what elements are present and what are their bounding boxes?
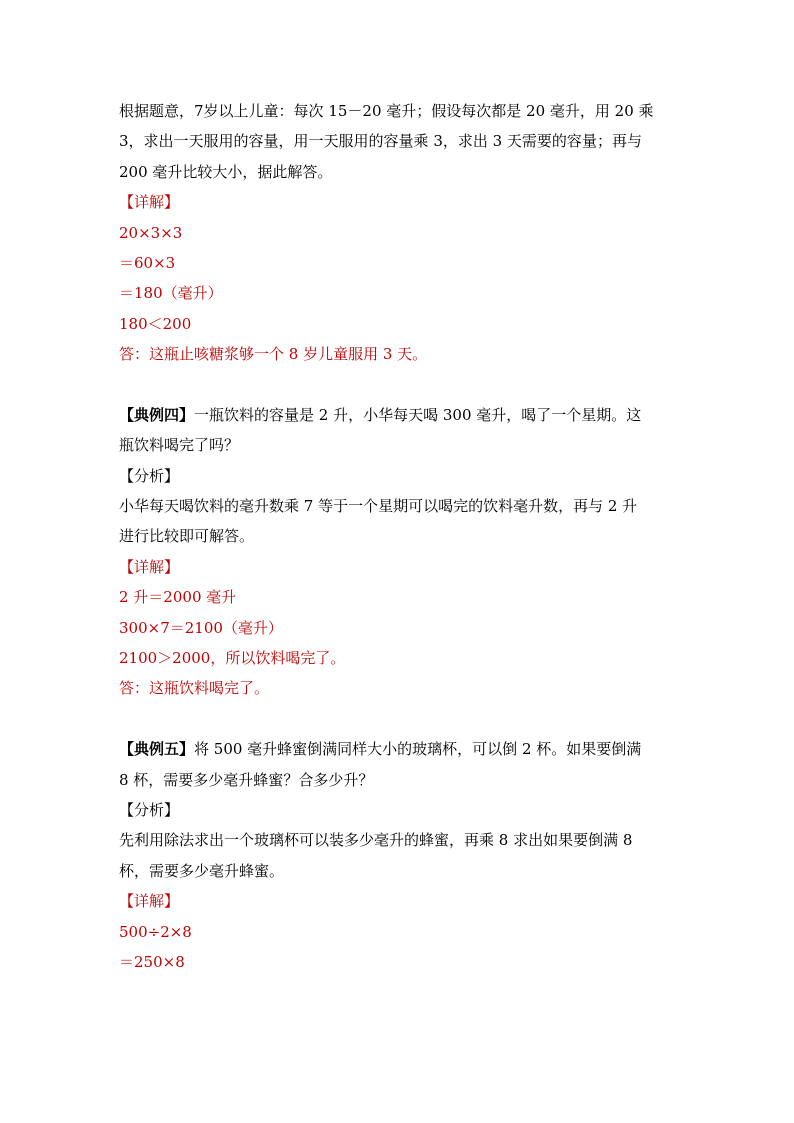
analysis-line: 先利用除法求出一个玻璃杯可以装多少毫升的蜂蜜，再乘 8 求出如果要倒满 8 [119,831,633,850]
question-text: 一瓶饮料的容量是 2 升，小华每天喝 300 毫升，喝了一个星期。这 [194,405,642,424]
spacer [119,704,679,734]
analysis-heading: 【分析】 [119,800,180,819]
answer-line: 答：这瓶饮料喝完了。 [119,679,270,698]
question-text: 瓶饮料喝完了吗？ [119,436,240,455]
analysis-line: 杯，需要多少毫升蜂蜜。 [119,861,285,880]
example-question [119,734,679,764]
detail-line: ＝250×8 [119,952,185,971]
detail-heading: 【详解】 [119,193,180,212]
detail-heading: 【详解】 [119,557,180,576]
analysis-line: 小华每天喝饮料的毫升数乘 7 等于一个星期可以喝完的饮料毫升数，再与 2 升 [119,497,638,516]
question-text: 8 杯，需要多少毫升蜂蜜？合多少升？ [119,770,374,789]
analysis-line: 3，求出一天服用的容量，用一天服用的容量乘 3，求出 3 天需要的容量；再与 [119,132,642,151]
example-label: 【典例四】 [119,405,195,424]
detail-line: ＝60×3 [119,253,176,272]
detail-line: 500÷2×8 [119,922,192,941]
detail-line: ＝180（毫升） [119,284,223,303]
analysis-line: 200 毫升比较大小，据此解答。 [119,162,333,181]
detail-heading: 【详解】 [119,892,180,911]
detail-line: 2100＞2000，所以饮料喝完了。 [119,649,346,668]
answer-line: 答：这瓶止咳糖浆够一个 8 岁儿童服用 3 天。 [119,345,428,364]
detail-line: 20×3×3 [119,223,183,242]
analysis-heading: 【分析】 [119,466,180,485]
example-question [119,400,679,430]
detail-line: 180＜200 [119,314,192,333]
analysis-line: 进行比较即可解答。 [119,527,255,546]
spacer [119,370,679,400]
question-text: 将 500 毫升蜂蜜倒满同样大小的玻璃杯，可以倒 2 杯。如果要倒满 [194,740,642,759]
detail-line: 2 升＝2000 毫升 [119,588,237,607]
document-page [119,96,679,977]
example-label: 【典例五】 [119,740,195,759]
analysis-line: 根据题意，7岁以上儿童：每次 15－20 毫升；假设每次都是 20 毫升，用 20 乘 [119,102,654,120]
detail-line: 300×7＝2100（毫升） [119,618,283,637]
